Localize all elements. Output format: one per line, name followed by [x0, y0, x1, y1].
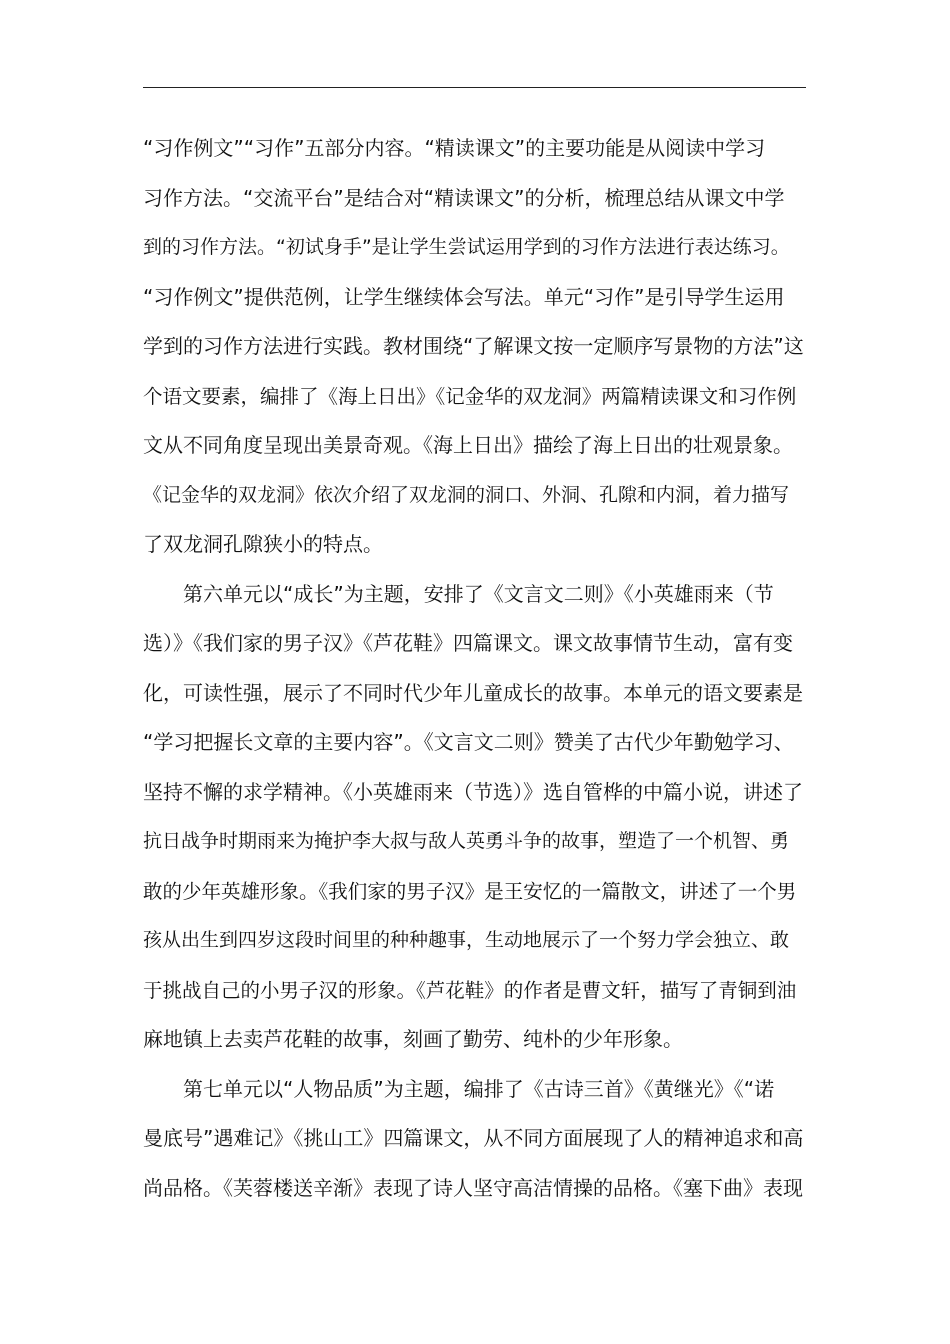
document-body: [143, 124, 806, 1213]
text-line: 选）》《我们家的男子汉》《芦花鞋》四篇课文。课文故事情节生动，富有变: [143, 631, 793, 655]
text-line: 学到的习作方法进行实践。教材围绕“了解课文按一定顺序写景物的方法”这: [143, 334, 804, 358]
text-line: 文从不同角度呈现出美景奇观。《海上日出》描绘了海上日出的壮观景象。: [143, 433, 793, 457]
text-line: 尚品格。《芙蓉楼送辛渐》表现了诗人坚守高洁情操的品格。《塞下曲》表现: [143, 1175, 803, 1200]
header-rule: [143, 87, 806, 88]
text-line: 孩从出生到四岁这段时间里的种种趣事，生动地展示了一个努力学会独立、敢: [143, 929, 790, 951]
text-line: 于挑战自己的小男子汉的形象。《芦花鞋》的作者是曹文轩，描写了青铜到油: [143, 978, 797, 1002]
text-line: 坚持不懈的求学精神。《小英雄雨来（节选）》选自管桦的中篇小说，讲述了: [143, 779, 803, 804]
paragraph-first-line: 第六单元以“成长”为主题，安排了《文言文二则》《小英雄雨来（节: [183, 581, 774, 606]
text-line: “习作例文”提供范例，让学生继续体会写法。单元“习作”是引导学生运用: [143, 284, 785, 309]
text-line: “习作例文”“习作”五部分内容。“精读课文”的主要功能是从阅读中学习: [143, 136, 766, 160]
text-line: 敢的少年英雄形象。《我们家的男子汉》是王安忆的一篇散文，讲述了一个男: [143, 879, 797, 903]
text-line: 个语文要素，编排了《海上日出》《记金华的双龙洞》两篇精读课文和习作例: [143, 384, 797, 408]
text-line: 了双龙洞孔隙狭小的特点。: [143, 532, 383, 556]
paragraph-first-line: 第七单元以“人物品质”为主题，编排了《古诗三首》《黄继光》《“诺: [183, 1076, 775, 1101]
text-line: 化，可读性强，展示了不同时代少年儿童成长的故事。本单元的语文要素是: [143, 680, 803, 705]
text-line: 麻地镇上去卖芦花鞋的故事，刻画了勤劳、纯朴的少年形象。: [143, 1027, 683, 1051]
text-line: 《记金华的双龙洞》依次介绍了双龙洞的洞口、外洞、孔隙和内洞，着力描写: [143, 483, 790, 506]
text-line: 习作方法。“交流平台”是结合对“精读课文”的分析，梳理总结从课文中学: [143, 185, 785, 210]
text-line: 曼底号”遇难记》《挑山工》四篇课文，从不同方面展现了人的精神追求和高: [143, 1126, 804, 1150]
text-line: 到的习作方法。“初试身手”是让学生尝试运用学到的习作方法进行表达练习。: [143, 236, 790, 258]
text-line: “学习把握长文章的主要内容”。《文言文二则》赞美了古代少年勤勉学习、: [143, 730, 794, 754]
text-line: 抗日战争时期雨来为掩护李大叔与敌人英勇斗争的故事，塑造了一个机智、勇: [143, 830, 790, 852]
